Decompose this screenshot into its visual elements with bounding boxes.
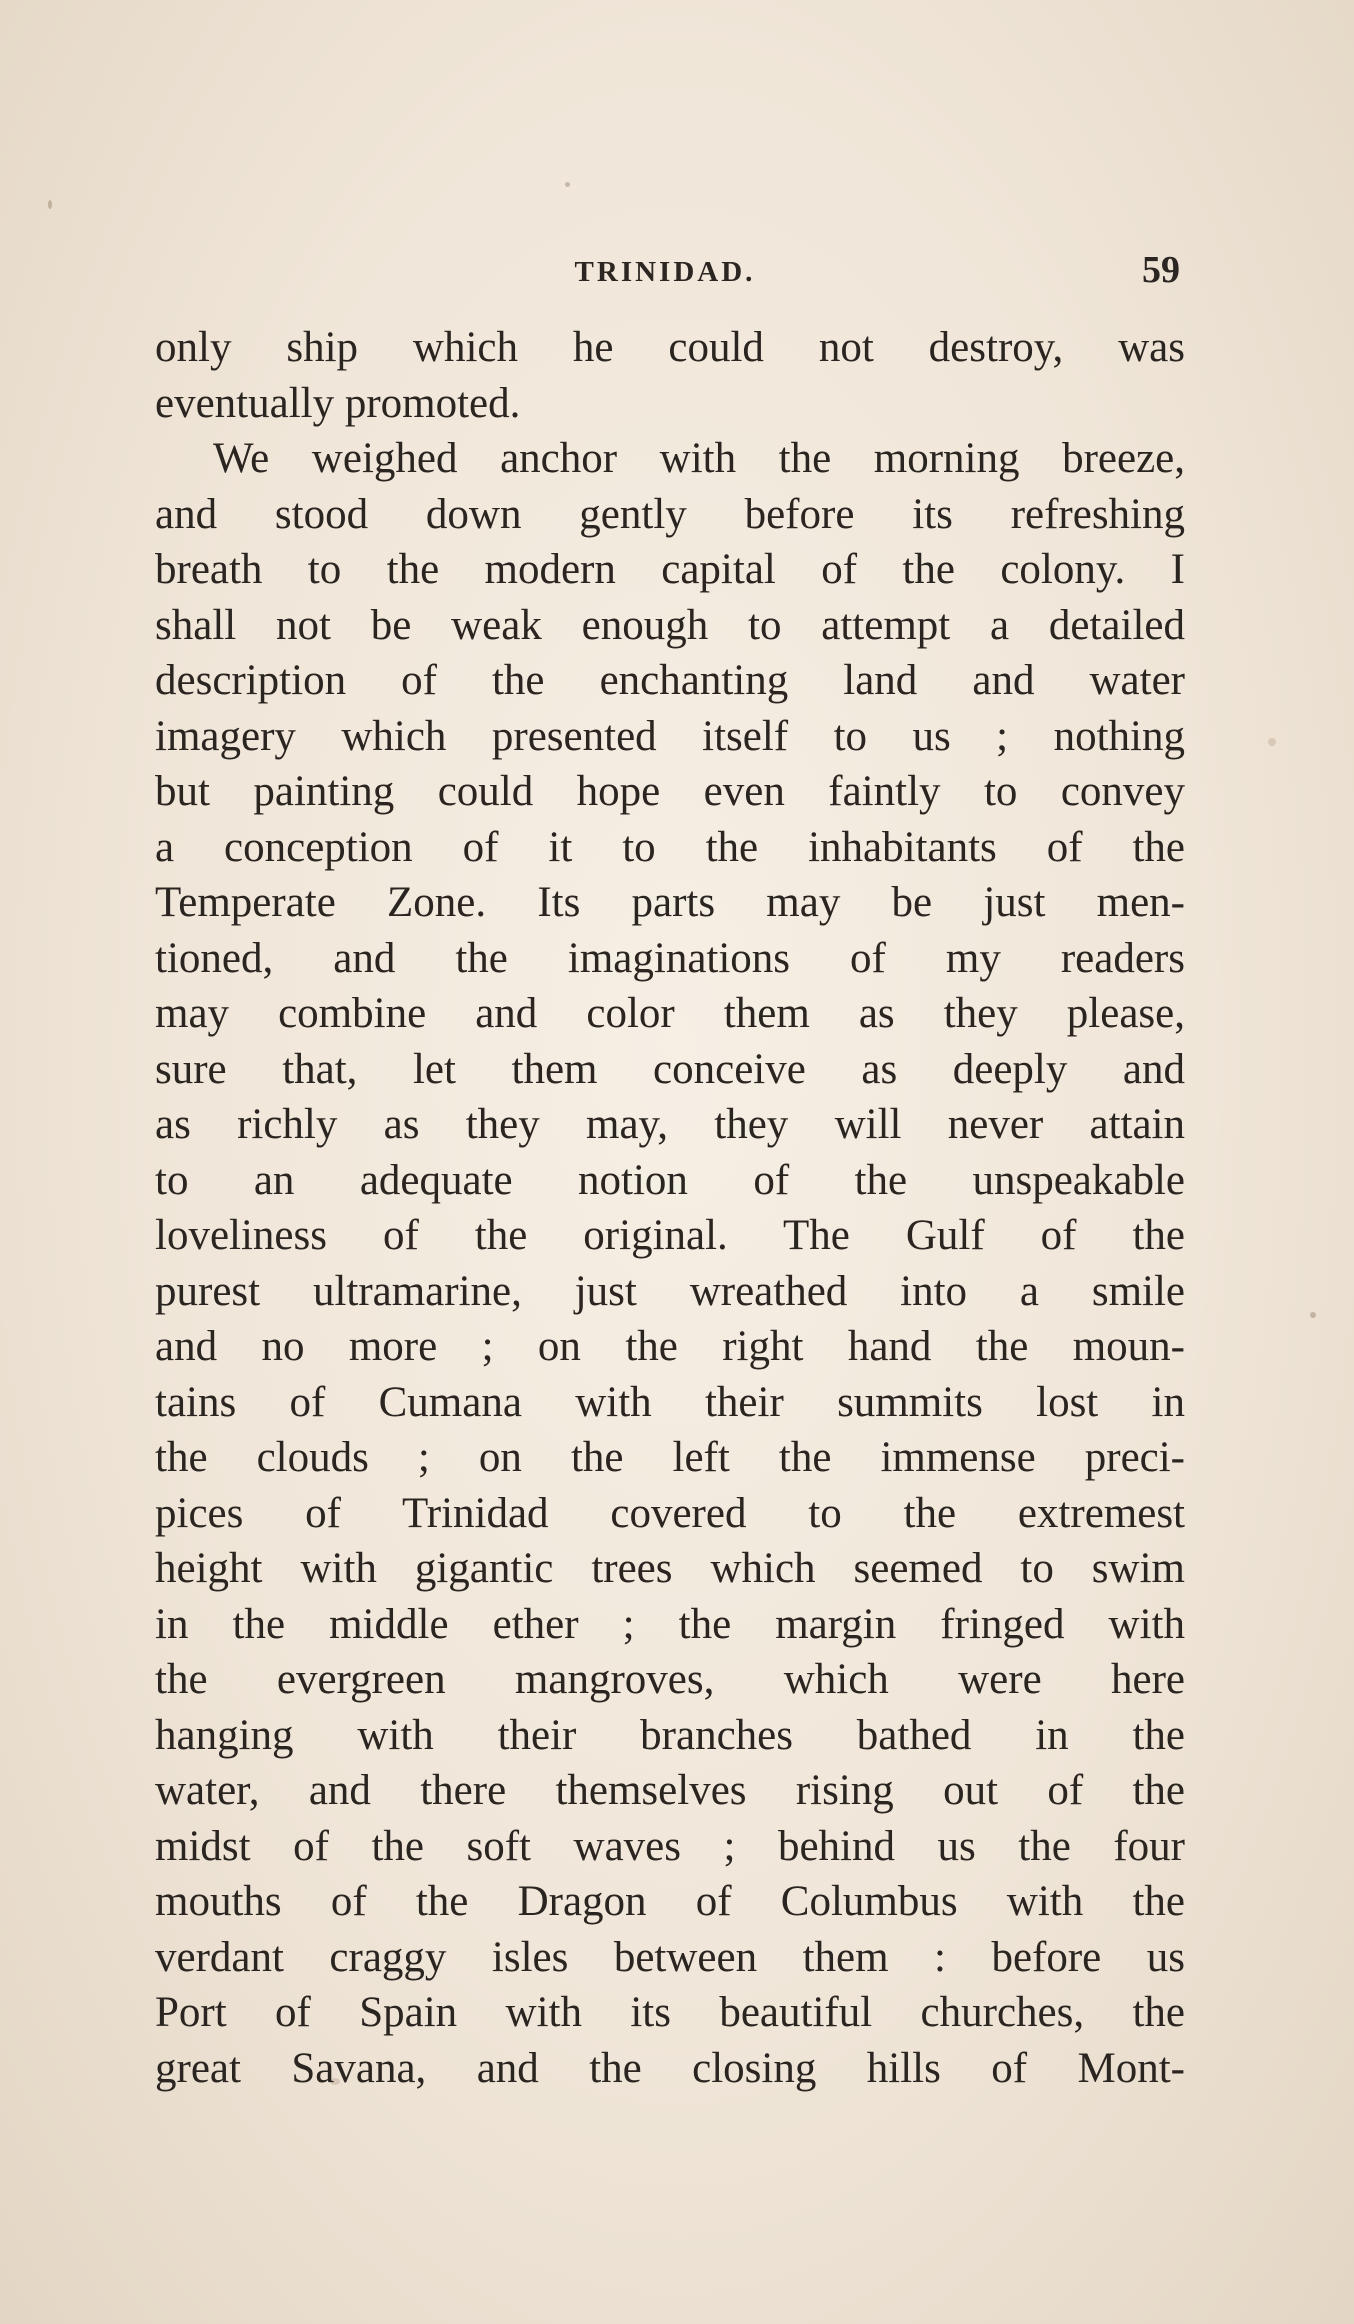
text-line: Port of Spain with its beautiful churches, the xyxy=(155,1989,1185,2036)
text-line: and no more ; on the right hand the moun- xyxy=(155,1323,1185,1370)
text-line: shall not be weak enough to attempt a detailed xyxy=(155,601,1185,649)
text-line: loveliness of the original. The Gulf of the xyxy=(155,1212,1185,1259)
running-head-title: TRINIDAD. xyxy=(574,256,756,288)
paper-speck xyxy=(565,182,570,187)
text-line: but painting could hope even faintly to convey xyxy=(155,768,1185,815)
text-line: We weighed anchor with the morning breeze, xyxy=(213,435,1185,482)
text-line: purest ultramarine, just wreathed into a smile xyxy=(155,1267,1185,1315)
text-line: tains of Cumana with their summits lost in xyxy=(155,1378,1185,1426)
text-line: sure that, let them conceive as deeply and xyxy=(155,1045,1185,1093)
text-line: the clouds ; on the left the immense preci- xyxy=(155,1434,1185,1481)
text-line: description of the enchanting land and water xyxy=(155,657,1185,704)
text-line: in the middle ether ; the margin fringed with xyxy=(155,1600,1185,1648)
text-line: as richly as they may, they will never attain xyxy=(155,1101,1185,1148)
text-line: to an adequate notion of the unspeakable xyxy=(155,1156,1185,1204)
text-line: great Savana, and the closing hills of Mont- xyxy=(155,2044,1185,2092)
text-line: water, and there themselves rising out of the xyxy=(155,1767,1185,1814)
text-line: hanging with their branches bathed in the xyxy=(155,1711,1185,1759)
text-line: pices of Trinidad covered to the extremest xyxy=(155,1489,1185,1537)
text-line: a conception of it to the inhabitants of the xyxy=(155,823,1185,871)
text-line: eventually promoted. xyxy=(155,379,521,427)
body-text xyxy=(155,320,1185,2096)
text-line: only ship which he could not destroy, was xyxy=(155,324,1185,371)
text-line: mouths of the Dragon of Columbus with the xyxy=(155,1878,1185,1925)
text-line: may combine and color them as they please, xyxy=(155,990,1185,1037)
running-head xyxy=(150,248,1180,298)
paper-speck xyxy=(1310,1312,1316,1318)
text-line: midst of the soft waves ; behind us the four xyxy=(155,1822,1185,1870)
text-line: breath to the modern capital of the colony. I xyxy=(155,546,1185,593)
text-line: and stood down gently before its refreshing xyxy=(155,490,1185,538)
text-line: imagery which presented itself to us ; nothing xyxy=(155,712,1185,760)
text-line: tioned, and the imaginations of my readers xyxy=(155,934,1185,982)
text-line: verdant craggy isles between them : before us xyxy=(155,1933,1185,1981)
text-line: Temperate Zone. Its parts may be just men- xyxy=(155,879,1185,926)
paper-speck xyxy=(1268,738,1276,746)
paper-speck xyxy=(48,200,52,209)
text-line: the evergreen mangroves, which were here xyxy=(155,1656,1185,1703)
page-number: 59 xyxy=(1142,249,1180,291)
text-line: height with gigantic trees which seemed to swim xyxy=(155,1545,1185,1592)
